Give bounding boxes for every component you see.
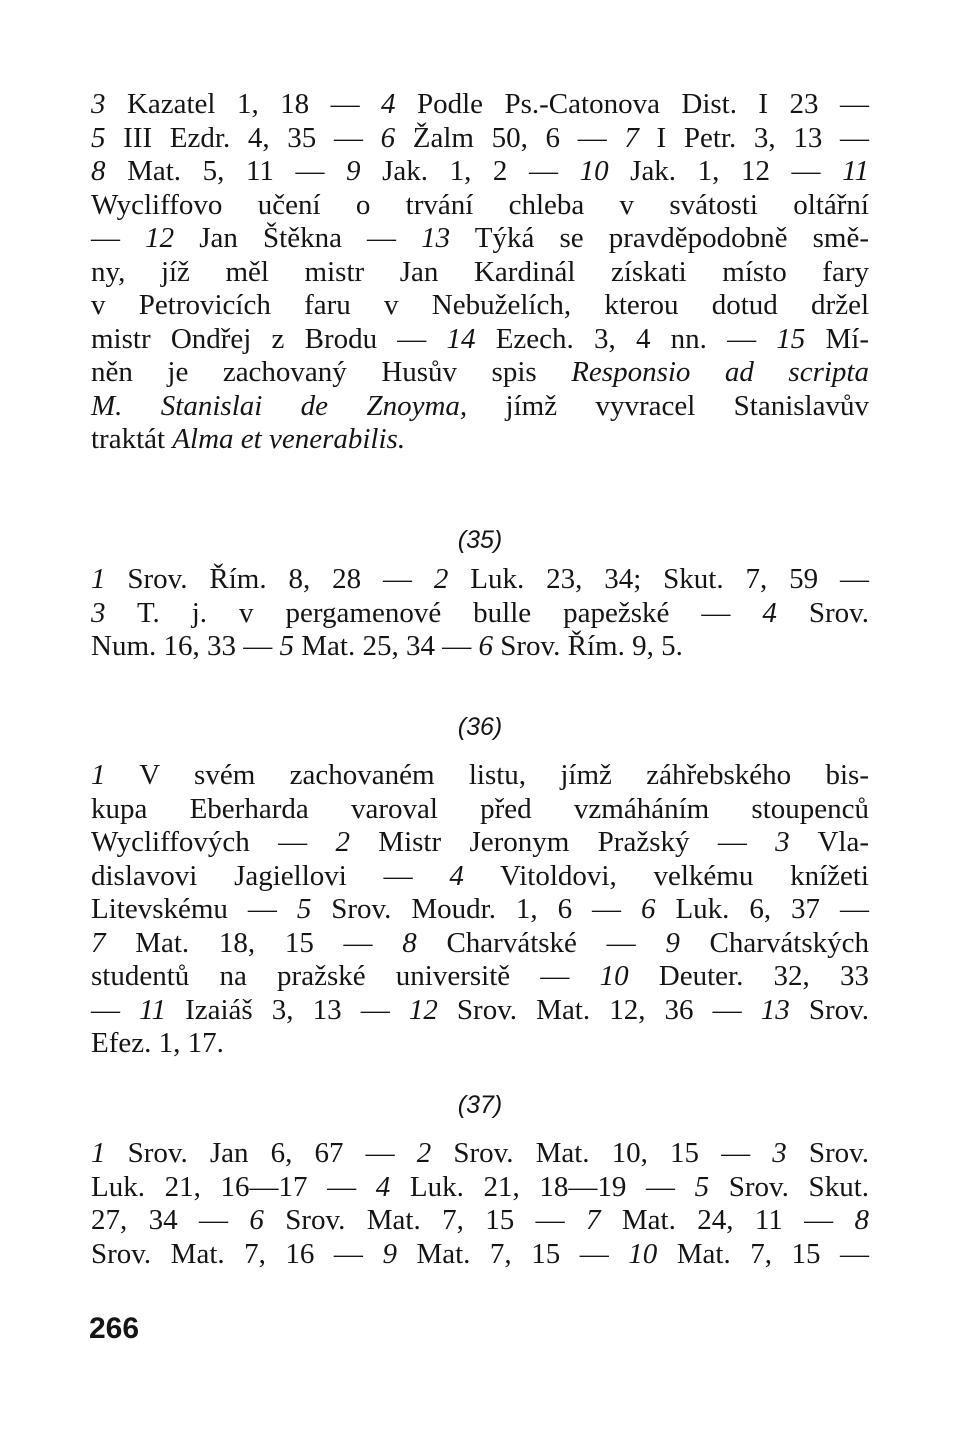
note-line: Wycliffovo učení o trvání chleba v svátosti oltářní — [91, 188, 869, 221]
note-line: 27, 34 — 6 Srov. Mat. 7, 15 — 7 Mat. 24, 11 — 8 — [91, 1204, 870, 1236]
note-line: Wycliffových — 2 Mistr Jeronym Pražský — 3 Vla- — [91, 826, 869, 858]
section-heading-35: (35) — [457, 526, 503, 554]
notes-section-34-continued — [91, 88, 869, 457]
note-line: M. Stanislai de Znoyma, jímž vyvracel Stanislavův — [91, 389, 869, 422]
note-line: dislavovi Jagiellovi — 4 Vitoldovi, velkému knížeti — [91, 859, 869, 892]
page-number: 266 — [89, 1312, 140, 1345]
note-line: Litevskému — 5 Srov. Moudr. 1, 6 — 6 Luk. 6, 37 — — [91, 893, 870, 925]
note-line: 3 Kazatel 1, 18 — 4 Podle Ps.-Catonova Dist. I 23 — — [91, 88, 869, 120]
note-line: mistr Ondřej z Brodu — 14 Ezech. 3, 4 nn. — 15 Mí- — [91, 322, 869, 355]
note-line: 1 V svém zachovaném listu, jímž záhřebského bis- — [91, 759, 869, 791]
note-line: 7 Mat. 18, 15 — 8 Charvátské — 9 Charvátských — [91, 926, 869, 959]
note-line: 1 Srov. Jan 6, 67 — 2 Srov. Mat. 10, 15 — 3 Srov. — [91, 1137, 870, 1169]
note-line: studentů na pražské universitě — 10 Deuter. 32, 33 — [91, 960, 869, 992]
note-line: Luk. 21, 16—17 — 4 Luk. 21, 18—19 — 5 Srov. Skut. — [91, 1170, 869, 1203]
note-line: — 11 Izaiáš 3, 13 — 12 Srov. Mat. 12, 36 — 13 Srov. — [91, 993, 869, 1026]
note-line: Num. 16, 33 — 5 Mat. 25, 34 — 6 Srov. Řím. 9, 5. — [91, 630, 683, 662]
note-line: 8 Mat. 5, 11 — 9 Jak. 1, 2 — 10 Jak. 1, 12 — 11 — [91, 155, 869, 187]
notes-section-36 — [91, 759, 869, 1061]
note-line: něn je zachovaný Husův spis Responsio ad scripta — [91, 356, 869, 388]
notes-section-37 — [91, 1137, 869, 1271]
note-line: 1 Srov. Řím. 8, 28 — 2 Luk. 23, 34; Skut. 7, 59 — — [91, 563, 869, 595]
note-line: ny, jíž měl mistr Jan Kardinál získati místo fary — [91, 255, 869, 288]
note-line: 5 III Ezdr. 4, 35 — 6 Žalm 50, 6 — 7 I Petr. 3, 13 — — [91, 121, 869, 154]
section-heading-36: (36) — [457, 713, 503, 741]
note-line: — 12 Jan Štěkna — 13 Týká se pravděpodobně smě- — [91, 222, 869, 254]
note-line: Efez. 1, 17. — [91, 1027, 224, 1059]
section-heading-37: (37) — [457, 1091, 503, 1119]
note-line: kupa Eberharda varoval před vzmáháním stoupenců — [91, 792, 869, 825]
note-line: traktát Alma et venerabilis. — [91, 423, 406, 455]
note-line: v Petrovicích faru v Nebuželích, kterou dotud držel — [91, 289, 869, 321]
notes-section-35 — [91, 563, 869, 664]
note-line: 3 T. j. v pergamenové bulle papežské — 4 Srov. — [91, 596, 870, 629]
note-line: Srov. Mat. 7, 16 — 9 Mat. 7, 15 — 10 Mat. 7, 15 — — [91, 1237, 870, 1270]
